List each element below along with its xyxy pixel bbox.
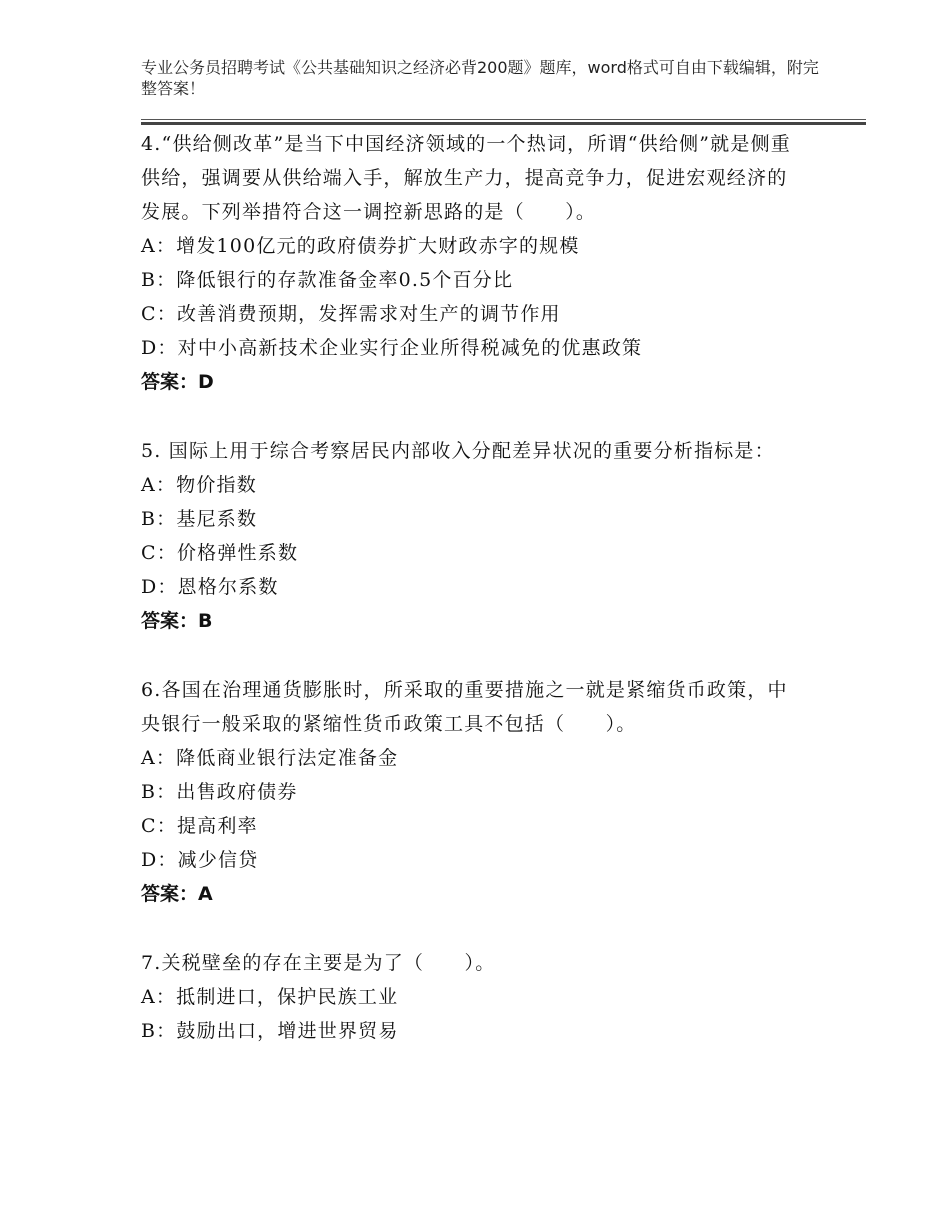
question-7 bbox=[141, 945, 791, 1048]
option-a: A：抵制进口，保护民族工业 bbox=[141, 986, 399, 1008]
spacer bbox=[141, 638, 791, 672]
option-c: C：改善消费预期，发挥需求对生产的调节作用 bbox=[141, 303, 561, 325]
question-list bbox=[141, 126, 791, 1048]
question-stem: 5. 国际上用于综合考察居民内部收入分配差异状况的重要分析指标是： bbox=[141, 440, 775, 462]
question-stem: 6.各国在治理通货膨胀时，所采取的重要措施之一就是紧缩货币政策，中央银行一般采取的紧缩性货币政策工具不包括（ ）。 bbox=[141, 679, 788, 735]
question-stem: 4.“供给侧改革”是当下中国经济领域的一个热词，所谓“供给侧”就是侧重供给，强调要从供给端入手，解放生产力，提高竞争力，促进宏观经济的发展。下列举措符合这一调控新思路的是（ ）。 bbox=[141, 133, 791, 223]
option-b: B：降低银行的存款准备金率0.5个百分比 bbox=[141, 269, 514, 291]
page-header: 专业公务员招聘考试《公共基础知识之经济必背200题》题库，word格式可自由下载编辑，附完整答案！ bbox=[141, 58, 819, 98]
question-5 bbox=[141, 433, 791, 638]
option-b: B：出售政府债券 bbox=[141, 781, 298, 803]
option-c: C：提高利率 bbox=[141, 815, 258, 837]
option-a: A：降低商业银行法定准备金 bbox=[141, 747, 399, 769]
header-divider-thick bbox=[141, 122, 866, 125]
spacer bbox=[141, 911, 791, 945]
question-stem: 7.关税壁垒的存在主要是为了（ ）。 bbox=[141, 952, 496, 974]
option-a: A：物价指数 bbox=[141, 474, 257, 496]
spacer bbox=[141, 399, 791, 433]
header-divider-thin bbox=[141, 119, 866, 120]
answer-label: 答案：A bbox=[141, 883, 213, 905]
option-b: B：基尼系数 bbox=[141, 508, 258, 530]
option-d: D：对中小高新技术企业实行企业所得税减免的优惠政策 bbox=[141, 337, 643, 359]
answer-label: 答案：B bbox=[141, 610, 213, 632]
option-c: C：价格弹性系数 bbox=[141, 542, 299, 564]
question-4 bbox=[141, 126, 791, 399]
option-d: D：恩格尔系数 bbox=[141, 576, 279, 598]
question-6 bbox=[141, 672, 791, 911]
option-a: A：增发100亿元的政府债券扩大财政赤字的规模 bbox=[141, 235, 580, 257]
answer-label: 答案：D bbox=[141, 371, 214, 393]
option-b: B：鼓励出口，增进世界贸易 bbox=[141, 1020, 399, 1042]
option-d: D：减少信贷 bbox=[141, 849, 259, 871]
